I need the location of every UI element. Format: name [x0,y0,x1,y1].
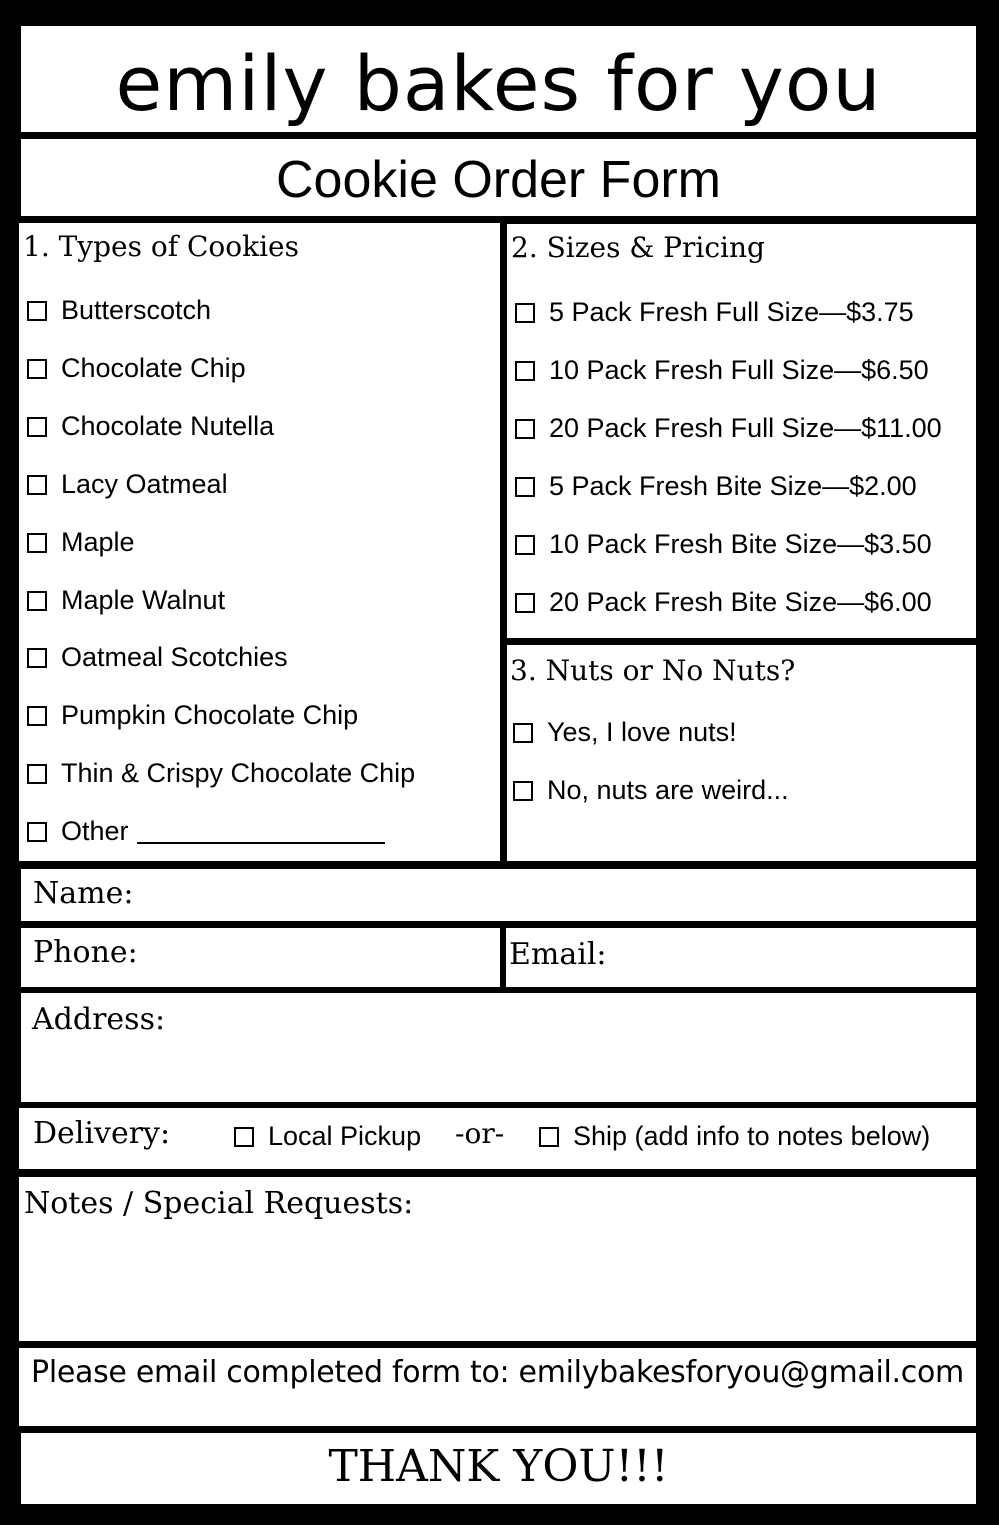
size-option-label: 5 Pack Fresh Bite Size—$2.00 [549,471,917,501]
cookie-types-section [19,223,500,861]
checkbox[interactable] [515,535,535,555]
checkbox[interactable] [27,301,47,321]
cookie-option-pumpkin-chocolate-chip[interactable] [27,702,358,729]
checkbox[interactable] [27,359,47,379]
delivery-option-label: Ship (add info to notes below) [573,1121,931,1151]
checkbox[interactable] [27,648,47,668]
checkbox[interactable] [234,1127,254,1147]
email-label: Email: [509,937,607,972]
cookie-option-label: Chocolate Nutella [61,411,275,441]
nuts-option-yes[interactable] [513,719,737,746]
cookie-option-label: Butterscotch [61,295,212,325]
checkbox[interactable] [515,477,535,497]
nuts-option-label: No, nuts are weird... [547,775,789,805]
size-option-label: 20 Pack Fresh Full Size—$11.00 [549,413,942,443]
size-option-label: 10 Pack Fresh Bite Size—$3.50 [549,529,932,559]
checkbox[interactable] [27,533,47,553]
checkbox[interactable] [539,1127,559,1147]
thank-you-panel [21,1433,976,1504]
size-option-label: 5 Pack Fresh Full Size—$3.75 [549,297,914,327]
cookie-option-other[interactable] [27,818,385,845]
cookie-option-chocolate-chip[interactable] [27,355,246,382]
cookie-types-heading: 1. Types of Cookies [23,230,299,263]
cookie-option-label: Pumpkin Chocolate Chip [61,700,359,730]
sizes-pricing-heading: 2. Sizes & Pricing [511,231,765,264]
size-option-label: 10 Pack Fresh Full Size—$6.50 [549,355,929,385]
brand-title: emily bakes for you [115,39,882,128]
checkbox[interactable] [513,723,533,743]
size-option-20-bite[interactable] [515,589,932,616]
cookie-option-chocolate-nutella[interactable] [27,413,274,440]
delivery-option-ship[interactable] [539,1123,930,1150]
size-option-10-full[interactable] [515,357,929,384]
size-option-5-bite[interactable] [515,473,917,500]
form-title: Cookie Order Form [276,151,721,209]
cookie-option-thin-crispy[interactable] [27,760,415,787]
cookie-option-maple[interactable] [27,529,135,556]
delivery-option-label: Local Pickup [268,1121,422,1151]
address-label: Address: [32,1002,166,1037]
nuts-option-label: Yes, I love nuts! [547,717,737,747]
notes-label: Notes / Special Requests: [24,1186,414,1221]
delivery-option-pickup[interactable] [234,1123,421,1150]
cookie-option-label: Oatmeal Scotchies [61,642,288,672]
delivery-label: Delivery: [33,1116,171,1151]
email-instruction: Please email completed form to: emilybakesforyou@gmail.com [31,1355,964,1390]
checkbox[interactable] [27,822,47,842]
other-write-in-line[interactable] [137,820,385,844]
name-field[interactable] [21,869,976,921]
nuts-section [507,645,976,861]
cookie-option-label: Lacy Oatmeal [61,469,228,499]
checkbox[interactable] [515,361,535,381]
address-field[interactable] [21,993,976,1102]
checkbox[interactable] [27,591,47,611]
form-title-header [21,139,976,216]
cookie-option-label: Maple Walnut [61,585,226,615]
brand-header [21,26,976,132]
size-option-label: 20 Pack Fresh Bite Size—$6.00 [549,587,932,617]
notes-field[interactable] [19,1177,976,1341]
delivery-or-text: -or- [455,1117,505,1150]
cookie-option-label: Thin & Crispy Chocolate Chip [61,758,416,788]
cookie-option-label: Chocolate Chip [61,353,246,383]
thank-you-text: THANK YOU!!! [328,1441,669,1492]
nuts-heading: 3. Nuts or No Nuts? [510,654,796,687]
checkbox[interactable] [27,764,47,784]
delivery-section [19,1108,976,1169]
cookie-option-butterscotch[interactable] [27,297,211,324]
checkbox[interactable] [515,419,535,439]
size-option-20-full[interactable] [515,415,942,442]
phone-field[interactable] [21,928,500,987]
checkbox[interactable] [27,706,47,726]
size-option-10-bite[interactable] [515,531,932,558]
email-field[interactable] [506,928,976,987]
checkbox[interactable] [515,303,535,323]
email-instruction-panel [19,1348,976,1426]
size-option-5-full[interactable] [515,299,914,326]
cookie-option-oatmeal-scotchies[interactable] [27,644,288,671]
name-label: Name: [33,876,134,911]
cookie-option-label: Other [61,816,129,846]
cookie-option-lacy-oatmeal[interactable] [27,471,228,498]
cookie-option-label: Maple [61,527,135,557]
checkbox[interactable] [27,417,47,437]
checkbox[interactable] [515,593,535,613]
cookie-option-maple-walnut[interactable] [27,587,225,614]
checkbox[interactable] [513,781,533,801]
nuts-option-no[interactable] [513,777,789,804]
phone-label: Phone: [33,935,138,970]
sizes-pricing-section [507,224,976,638]
checkbox[interactable] [27,475,47,495]
